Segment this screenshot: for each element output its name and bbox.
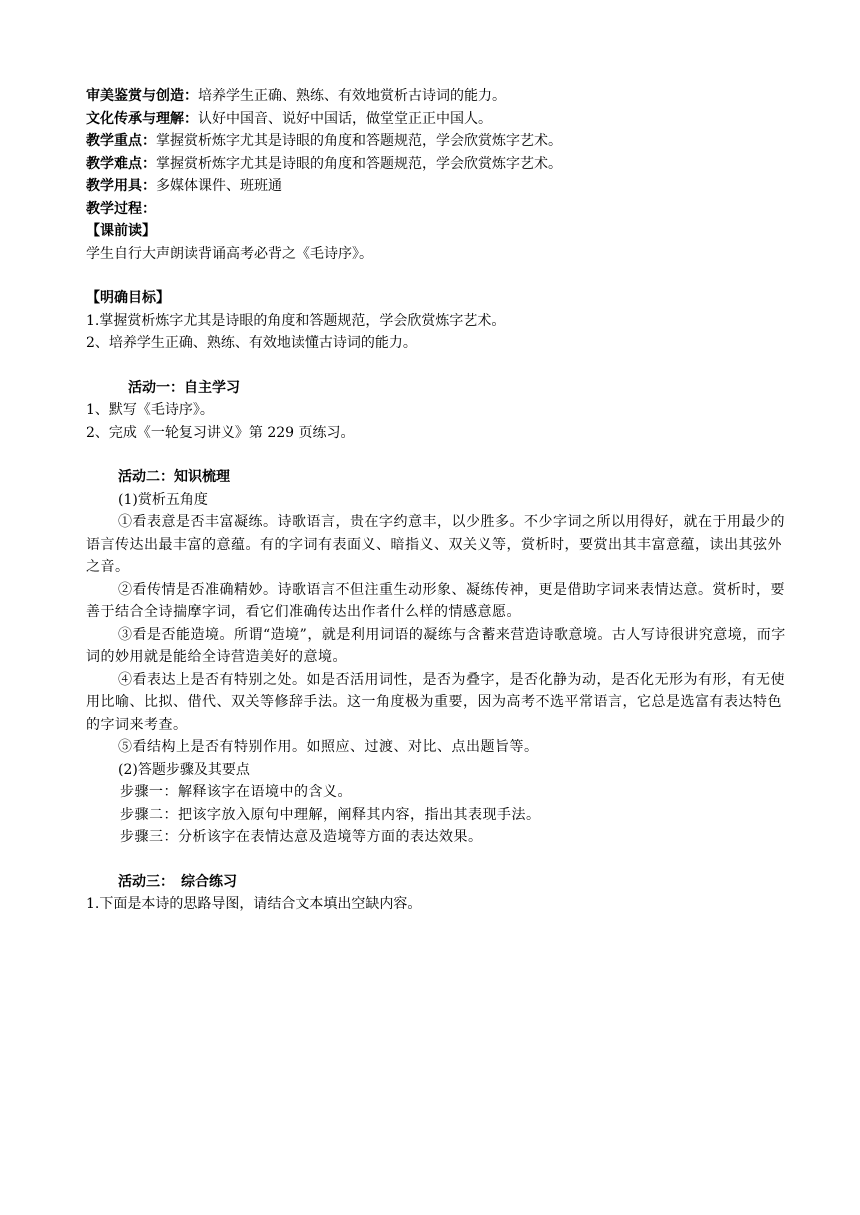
analysis-point: ⑤看结构上是否有特别作用。如照应、过渡、对比、点出题旨等。 — [118, 739, 539, 755]
analysis-point: ③看是否能造境。所谓“造境”，就是利用词语的凝练与含蓄来营造诗歌意境。古人写诗很讲究意境，而字词的妙用就是能给全诗营造美好的意境。 — [86, 626, 786, 665]
header-text: 培养学生正确、熟练、有效地赏析古诗词的能力。 — [198, 88, 506, 104]
spacer — [86, 849, 786, 871]
header-line — [86, 198, 786, 221]
header-text: 掌握赏析炼字尤其是诗眼的角度和答题规范，学会欣赏炼字艺术。 — [156, 155, 562, 172]
header-label: 教学难点： — [86, 155, 156, 172]
header-line — [86, 130, 786, 153]
activity1-item: 2、完成《一轮复习讲义》第 229 页练习。 — [86, 424, 355, 441]
header-label: 文化传承与理解： — [86, 110, 198, 127]
pre-reading-text: 学生自行大声朗读背诵高考必背之《毛诗序》。 — [86, 245, 373, 262]
activity1-item: 1、默写《毛诗序》。 — [86, 402, 214, 418]
header-label: 教学用具： — [86, 178, 156, 194]
activity3-heading: 活动三： 综合练习 — [118, 873, 237, 890]
goal-item: 1.掌握赏析炼字尤其是诗眼的角度和答题规范，学会欣赏炼字艺术。 — [86, 312, 506, 329]
analysis-point: ②看传情是否准确精妙。诗歌语言不但注重生动形象、凝练传神，更是借助字词来表情达意。赏析时，要善于结合全诗揣摩字词，看它们准确传达出作者什么样的情感意愿。 — [86, 581, 785, 620]
header-label: 审美鉴赏与创造： — [86, 88, 198, 104]
goal-item: 2、培养学生正确、熟练、有效地读懂古诗词的能力。 — [86, 335, 417, 351]
header-text: 多媒体课件、班班通 — [156, 178, 282, 194]
activity1-heading: 活动一：自主学习 — [128, 379, 240, 396]
header-line — [86, 108, 786, 131]
answer-step: 步骤三：分析该字在表情达意及造境等方面的表达效果。 — [120, 829, 483, 845]
header-text: 掌握赏析炼字尤其是诗眼的角度和答题规范，学会欣赏炼字艺术。 — [156, 133, 562, 149]
spacer — [86, 444, 786, 466]
header-label: 教学重点： — [86, 133, 156, 149]
activity2-subheading: (2)答题步骤及其要点 — [118, 761, 250, 778]
answer-step: 步骤一：解释该字在语境中的含义。 — [120, 784, 352, 800]
header-text: 认好中国音、说好中国话，做堂堂正正中国人。 — [198, 110, 492, 127]
header-line — [86, 153, 786, 176]
activity3-item: 1.下面是本诗的思路导图，请结合文本填出空缺内容。 — [86, 896, 422, 912]
document-content — [86, 85, 786, 916]
header-line — [86, 85, 786, 108]
spacer — [86, 265, 786, 287]
header-line — [86, 175, 786, 198]
goals-heading: 【明确目标】 — [86, 290, 170, 306]
spacer — [86, 355, 786, 377]
analysis-point: ①看表意是否丰富凝练。诗歌语言，贵在字约意丰，以少胜多。不少字词之所以用得好，就在于用最少的语言传达出最丰富的意蕴。有的字词有表面义、暗指义、双关义等，赏析时，要赏出其丰富意蕴，读出其弦外之音。 — [86, 514, 785, 575]
activity2-heading: 活动二：知识梳理 — [118, 469, 230, 485]
activity2-subheading: (1)赏析五角度 — [118, 491, 208, 508]
analysis-point: ④看表达上是否有特别之处。如是否活用词性，是否为叠字，是否化静为动，是否化无形为有形，有无使用比喻、比拟、借代、双关等修辞手法。这一角度极为重要，因为高考不选平常语言，它总是选富有表达特色的字词来考查。 — [86, 671, 785, 733]
answer-step: 步骤二：把该字放入原句中理解，阐释其内容，指出其表现手法。 — [120, 806, 541, 823]
header-label: 教学过程： — [86, 200, 156, 217]
pre-reading-heading: 【课前读】 — [86, 223, 156, 239]
